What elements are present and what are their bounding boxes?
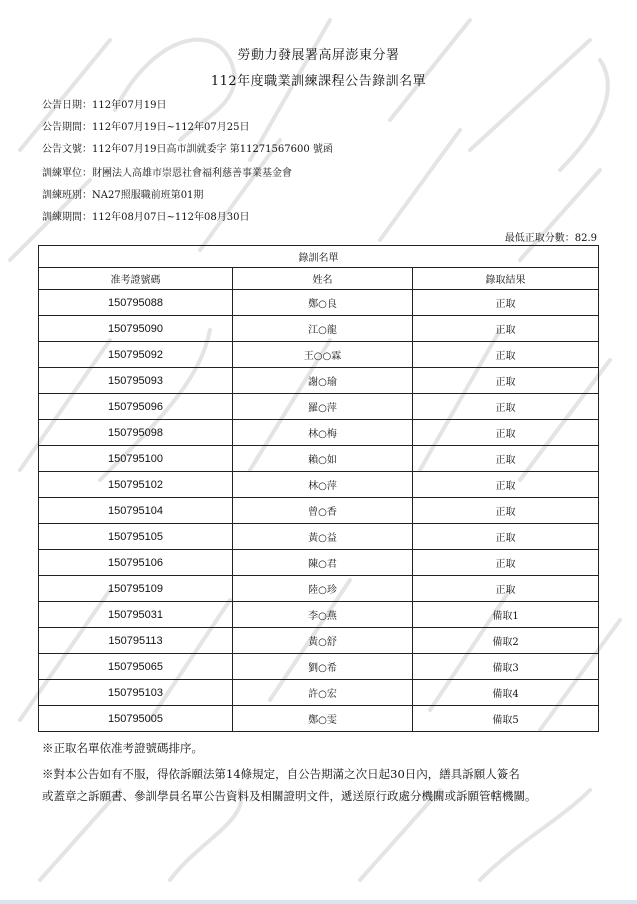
table-row — [39, 498, 599, 524]
column-header-name: 姓名 — [233, 268, 413, 290]
cell-exam-number: 150795098 — [39, 420, 233, 446]
admission-table — [38, 245, 599, 732]
cell-exam-number: 150795096 — [39, 394, 233, 420]
announce-doc-number: 公告文號：112年07月19日高市訓就委字 第11271567600 號函 — [42, 144, 333, 155]
cell-name: 黃○益 — [233, 524, 413, 550]
meta-label: 訓練期間 — [42, 212, 82, 223]
cell-result: 正取 — [413, 472, 599, 498]
meta-label: 訓練單位 — [42, 168, 82, 179]
note-sorting: ※正取名單依准考證號碼排序。 — [42, 741, 203, 755]
cell-result: 正取 — [413, 446, 599, 472]
cell-result: 正取 — [413, 290, 599, 316]
note-appeal-line1: ※對本公告如有不服，得依訴願法第14條規定，自公告期滿之次日起30日內，繕具訴願人簽名 — [42, 767, 520, 781]
cell-result: 備取3 — [413, 654, 599, 680]
document-title: 112年度職業訓練課程公告錄訓名單 — [210, 74, 427, 89]
cell-result: 備取2 — [413, 628, 599, 654]
meta-label: 公告文號 — [42, 144, 82, 155]
cell-name: 許○宏 — [233, 680, 413, 706]
cell-name: 曾○香 — [233, 498, 413, 524]
page-bottom-edge — [0, 900, 637, 904]
table-row — [39, 706, 599, 732]
meta-label: 訓練班別 — [42, 190, 82, 201]
cell-result: 正取 — [413, 576, 599, 602]
min-admission-score: 最低正取分數：82.9 — [504, 233, 597, 244]
meta-value: 112年07月19日~112年07月25日 — [92, 122, 250, 133]
cell-result: 正取 — [413, 316, 599, 342]
meta-value: 112年07月19日 — [92, 100, 167, 111]
table-row — [39, 524, 599, 550]
table-row — [39, 654, 599, 680]
cell-result: 正取 — [413, 368, 599, 394]
table-row — [39, 446, 599, 472]
table-row — [39, 394, 599, 420]
cell-exam-number: 150795105 — [39, 524, 233, 550]
table-row — [39, 576, 599, 602]
cell-result: 備取4 — [413, 680, 599, 706]
cell-name: 王○○霖 — [233, 342, 413, 368]
meta-label: 公告期間 — [42, 122, 82, 133]
cell-result: 備取5 — [413, 706, 599, 732]
column-header-exam-number: 准考證號碼 — [39, 268, 233, 290]
table-row — [39, 290, 599, 316]
training-class: 訓練班別：NA27照服職前班第01期 — [42, 190, 204, 201]
cell-exam-number: 150795100 — [39, 446, 233, 472]
cell-exam-number: 150795090 — [39, 316, 233, 342]
table-row — [39, 316, 599, 342]
cell-name: 賴○如 — [233, 446, 413, 472]
cell-name: 李○燕 — [233, 602, 413, 628]
cell-result: 正取 — [413, 550, 599, 576]
training-period: 訓練期間：112年08月07日~112年08月30日 — [42, 212, 250, 223]
cell-result: 正取 — [413, 342, 599, 368]
table-row — [39, 550, 599, 576]
cell-name: 黃○舒 — [233, 628, 413, 654]
cell-exam-number: 150795031 — [39, 602, 233, 628]
cell-exam-number: 150795093 — [39, 368, 233, 394]
cell-name: 劉○希 — [233, 654, 413, 680]
announce-period: 公告期間：112年07月19日~112年07月25日 — [42, 122, 250, 133]
cell-name: 陳○君 — [233, 550, 413, 576]
meta-value: NA27照服職前班第01期 — [92, 190, 204, 201]
cell-exam-number: 150795065 — [39, 654, 233, 680]
table-row — [39, 602, 599, 628]
training-unit: 訓練單位：財團法人高雄市崇恩社會福利慈善事業基金會 — [42, 168, 292, 179]
cell-name: 鄭○雯 — [233, 706, 413, 732]
cell-result: 正取 — [413, 498, 599, 524]
cell-exam-number: 150795088 — [39, 290, 233, 316]
announce-date: 公告日期：112年07月19日 — [42, 100, 167, 111]
meta-value: 112年07月19日高市訓就委字 第11271567600 號函 — [92, 144, 333, 155]
cell-name: 羅○萍 — [233, 394, 413, 420]
table-row — [39, 472, 599, 498]
meta-value: 112年08月07日~112年08月30日 — [92, 212, 250, 223]
cell-name: 鄭○良 — [233, 290, 413, 316]
column-header-result: 錄取結果 — [413, 268, 599, 290]
cell-name: 陸○珍 — [233, 576, 413, 602]
table-row — [39, 680, 599, 706]
cell-exam-number: 150795092 — [39, 342, 233, 368]
cell-result: 正取 — [413, 420, 599, 446]
cell-name: 江○龍 — [233, 316, 413, 342]
meta-label: 公告日期 — [42, 100, 82, 111]
cell-exam-number: 150795109 — [39, 576, 233, 602]
cell-name: 林○梅 — [233, 420, 413, 446]
org-title: 勞動力發展署高屏澎東分署 — [237, 48, 400, 63]
cell-exam-number: 150795106 — [39, 550, 233, 576]
cell-result: 備取1 — [413, 602, 599, 628]
cell-exam-number: 150795103 — [39, 680, 233, 706]
table-caption: 錄訓名單 — [39, 246, 599, 268]
cell-exam-number: 150795113 — [39, 628, 233, 654]
table-row — [39, 628, 599, 654]
table-row — [39, 368, 599, 394]
cell-name: 謝○瑜 — [233, 368, 413, 394]
cell-result: 正取 — [413, 524, 599, 550]
note-appeal-line2: 或蓋章之訴願書、參訓學員名單公告資料及相關證明文件，遞送原行政處分機關或訴願管轄機關。 — [42, 789, 537, 803]
cell-exam-number: 150795102 — [39, 472, 233, 498]
cell-name: 林○萍 — [233, 472, 413, 498]
meta-value: 財團法人高雄市崇恩社會福利慈善事業基金會 — [92, 168, 292, 179]
cell-exam-number: 150795104 — [39, 498, 233, 524]
table-row — [39, 342, 599, 368]
cell-exam-number: 150795005 — [39, 706, 233, 732]
table-row — [39, 420, 599, 446]
cell-result: 正取 — [413, 394, 599, 420]
